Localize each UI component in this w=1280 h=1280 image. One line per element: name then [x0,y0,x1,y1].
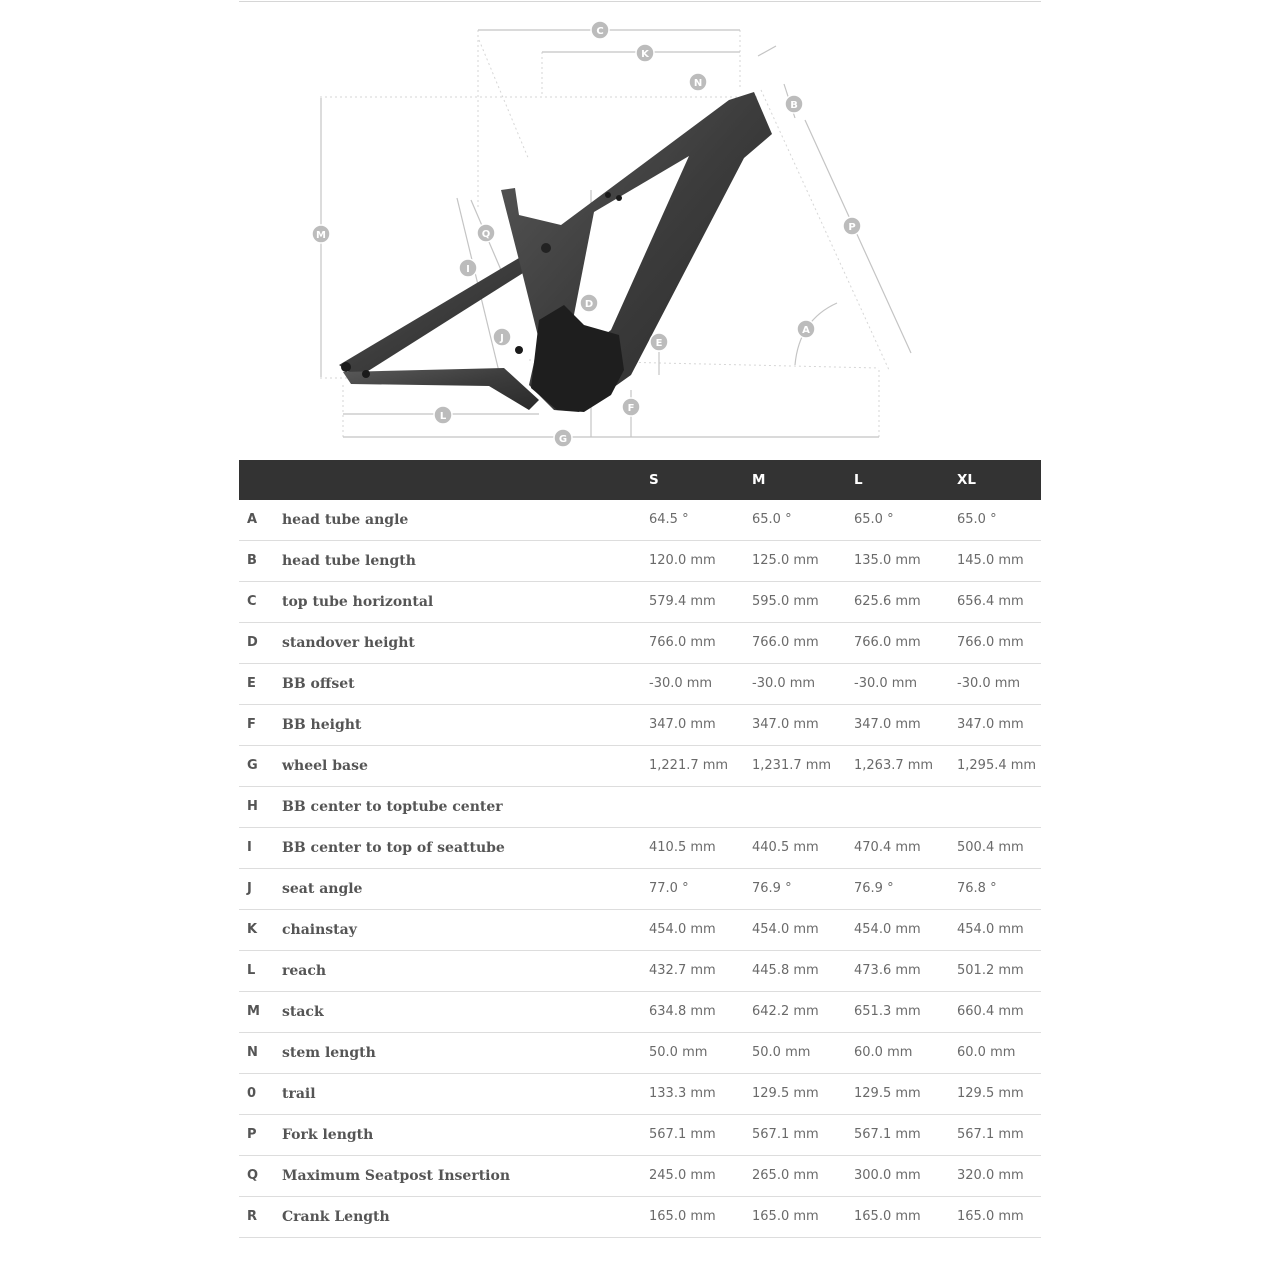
row-letter: I [247,840,252,855]
geometry-table [239,460,1041,1238]
row-value-s: 77.0 ° [649,881,689,896]
row-value-m: 125.0 mm [752,553,819,568]
row-value-xl: 660.4 mm [957,1004,1024,1019]
table-row [239,1156,1041,1197]
row-name: head tube angle [282,512,409,528]
row-value-xl: 145.0 mm [957,553,1024,568]
row-name: stack [282,1004,324,1020]
row-value-xl: 76.8 ° [957,881,997,896]
table-row [239,1033,1041,1074]
row-value-m: 1,231.7 mm [752,758,832,773]
label-g-bubble [554,429,572,447]
header-size-s: S [649,472,659,488]
row-name: reach [282,963,327,979]
svg-text:M: M [316,230,326,241]
table-row [239,910,1041,951]
row-letter: 0 [247,1086,257,1101]
row-letter: F [247,717,256,732]
row-value-l: 347.0 mm [854,717,921,732]
table-row [239,869,1041,910]
row-value-l: 473.6 mm [854,963,921,978]
row-letter: A [247,512,258,527]
row-value-s: 120.0 mm [649,553,716,568]
frame-diagram-svg [239,0,1041,455]
row-value-s: 133.3 mm [649,1086,716,1101]
row-value-l: 60.0 mm [854,1045,913,1060]
row-letter: N [247,1045,258,1060]
table-row [239,787,1041,828]
row-value-xl: 320.0 mm [957,1168,1024,1183]
table-row [239,992,1041,1033]
row-value-s: 432.7 mm [649,963,716,978]
bike-frame [339,92,772,412]
row-value-l: 470.4 mm [854,840,921,855]
label-i-bubble [459,259,477,277]
row-value-xl: 454.0 mm [957,922,1024,937]
label-a-bubble [797,320,815,338]
row-value-m: 65.0 ° [752,512,792,527]
svg-text:Q: Q [481,229,491,240]
row-name: standover height [282,635,415,651]
table-row [239,1074,1041,1115]
svg-text:P: P [848,222,856,233]
row-value-m: -30.0 mm [752,676,816,691]
row-value-s: 567.1 mm [649,1127,716,1142]
label-c-bubble [591,21,609,39]
row-name: stem length [282,1045,376,1061]
row-value-xl: 766.0 mm [957,635,1024,650]
table-header [239,460,1041,500]
frame-geometry-diagram [239,0,1041,455]
table-row [239,664,1041,705]
label-j-bubble [493,328,511,346]
row-value-l: 1,263.7 mm [854,758,934,773]
table-row [239,1115,1041,1156]
label-d-bubble [580,294,598,312]
row-letter: J [247,881,252,896]
svg-text:C: C [596,26,604,37]
svg-text:G: G [558,434,568,445]
row-name: trail [282,1086,316,1102]
row-value-xl: 60.0 mm [957,1045,1016,1060]
label-f-bubble [622,398,640,416]
row-value-l: 135.0 mm [854,553,921,568]
label-b-bubble [785,95,803,113]
row-value-l: 65.0 ° [854,512,894,527]
label-q-bubble [477,224,495,242]
row-value-m: 445.8 mm [752,963,819,978]
row-value-xl: 501.2 mm [957,963,1024,978]
row-value-l: -30.0 mm [854,676,918,691]
row-name: wheel base [282,758,368,774]
row-value-xl: 656.4 mm [957,594,1024,609]
header-size-l: L [854,472,863,488]
row-name: Fork length [282,1127,374,1143]
row-value-m: 165.0 mm [752,1209,819,1224]
svg-text:E: E [655,338,663,349]
header-size-xl: XL [957,472,977,488]
svg-text:I: I [466,264,470,275]
row-value-l: 651.3 mm [854,1004,921,1019]
svg-text:N: N [693,78,703,89]
row-value-m: 129.5 mm [752,1086,819,1101]
row-letter: R [247,1209,258,1224]
svg-text:B: B [790,100,798,111]
row-value-l: 165.0 mm [854,1209,921,1224]
row-value-m: 766.0 mm [752,635,819,650]
row-value-l: 454.0 mm [854,922,921,937]
row-letter: M [247,1004,260,1019]
row-letter: E [247,676,256,691]
svg-text:D: D [584,299,594,310]
row-name: top tube horizontal [282,594,434,610]
label-e-bubble [650,333,668,351]
row-value-xl: 347.0 mm [957,717,1024,732]
table-row [239,828,1041,869]
row-value-m: 347.0 mm [752,717,819,732]
row-value-s: 50.0 mm [649,1045,708,1060]
label-l-bubble [636,44,654,62]
row-value-xl: 165.0 mm [957,1209,1024,1224]
header-size-m: M [752,472,766,488]
table-row [239,541,1041,582]
row-value-s: -30.0 mm [649,676,713,691]
row-letter: G [247,758,258,773]
row-letter: H [247,799,258,814]
row-name: head tube length [282,553,416,569]
row-value-s: 634.8 mm [649,1004,716,1019]
row-value-m: 642.2 mm [752,1004,819,1019]
row-value-l: 567.1 mm [854,1127,921,1142]
row-letter: P [247,1127,257,1142]
table-row [239,705,1041,746]
table-row [239,500,1041,541]
row-value-xl: 500.4 mm [957,840,1024,855]
svg-text:L: L [439,411,447,422]
row-value-l: 625.6 mm [854,594,921,609]
row-letter: Q [247,1168,259,1183]
row-value-xl: -30.0 mm [957,676,1021,691]
row-letter: C [247,594,257,609]
table-row [239,1197,1041,1238]
row-name: BB height [282,717,362,733]
row-value-m: 50.0 mm [752,1045,811,1060]
row-name: Crank Length [282,1209,390,1225]
table-row [239,746,1041,787]
row-value-s: 454.0 mm [649,922,716,937]
row-value-xl: 129.5 mm [957,1086,1024,1101]
row-value-m: 265.0 mm [752,1168,819,1183]
row-value-xl: 1,295.4 mm [957,758,1037,773]
label-m-bubble [312,225,330,243]
row-name: BB center to top of seattube [282,840,505,856]
row-name: seat angle [282,881,363,897]
row-value-m: 454.0 mm [752,922,819,937]
table-row [239,623,1041,664]
table-row [239,951,1041,992]
row-value-s: 1,221.7 mm [649,758,729,773]
row-value-m: 567.1 mm [752,1127,819,1142]
row-value-xl: 567.1 mm [957,1127,1024,1142]
label-n-bubble [689,73,707,91]
row-value-l: 129.5 mm [854,1086,921,1101]
row-letter: K [247,922,258,937]
svg-text:A: A [802,325,810,336]
row-value-xl: 65.0 ° [957,512,997,527]
row-letter: B [247,553,257,568]
row-letter: D [247,635,258,650]
row-value-l: 766.0 mm [854,635,921,650]
row-value-m: 595.0 mm [752,594,819,609]
row-value-s: 347.0 mm [649,717,716,732]
row-name: Maximum Seatpost Insertion [282,1168,511,1184]
row-value-l: 76.9 ° [854,881,894,896]
row-value-s: 579.4 mm [649,594,716,609]
row-letter: L [247,963,256,978]
row-value-s: 766.0 mm [649,635,716,650]
table-row [239,582,1041,623]
row-value-l: 300.0 mm [854,1168,921,1183]
svg-text:J: J [500,333,504,344]
row-value-m: 76.9 ° [752,881,792,896]
row-value-s: 165.0 mm [649,1209,716,1224]
row-value-s: 245.0 mm [649,1168,716,1183]
row-value-m: 440.5 mm [752,840,819,855]
svg-text:F: F [627,403,635,414]
row-name: chainstay [282,922,357,938]
row-value-s: 410.5 mm [649,840,716,855]
label-k-bubble [434,406,452,424]
svg-text:K: K [641,49,649,60]
row-name: BB offset [282,676,355,692]
row-name: BB center to toptube center [282,799,503,815]
row-value-s: 64.5 ° [649,512,689,527]
label-p-bubble [843,217,861,235]
